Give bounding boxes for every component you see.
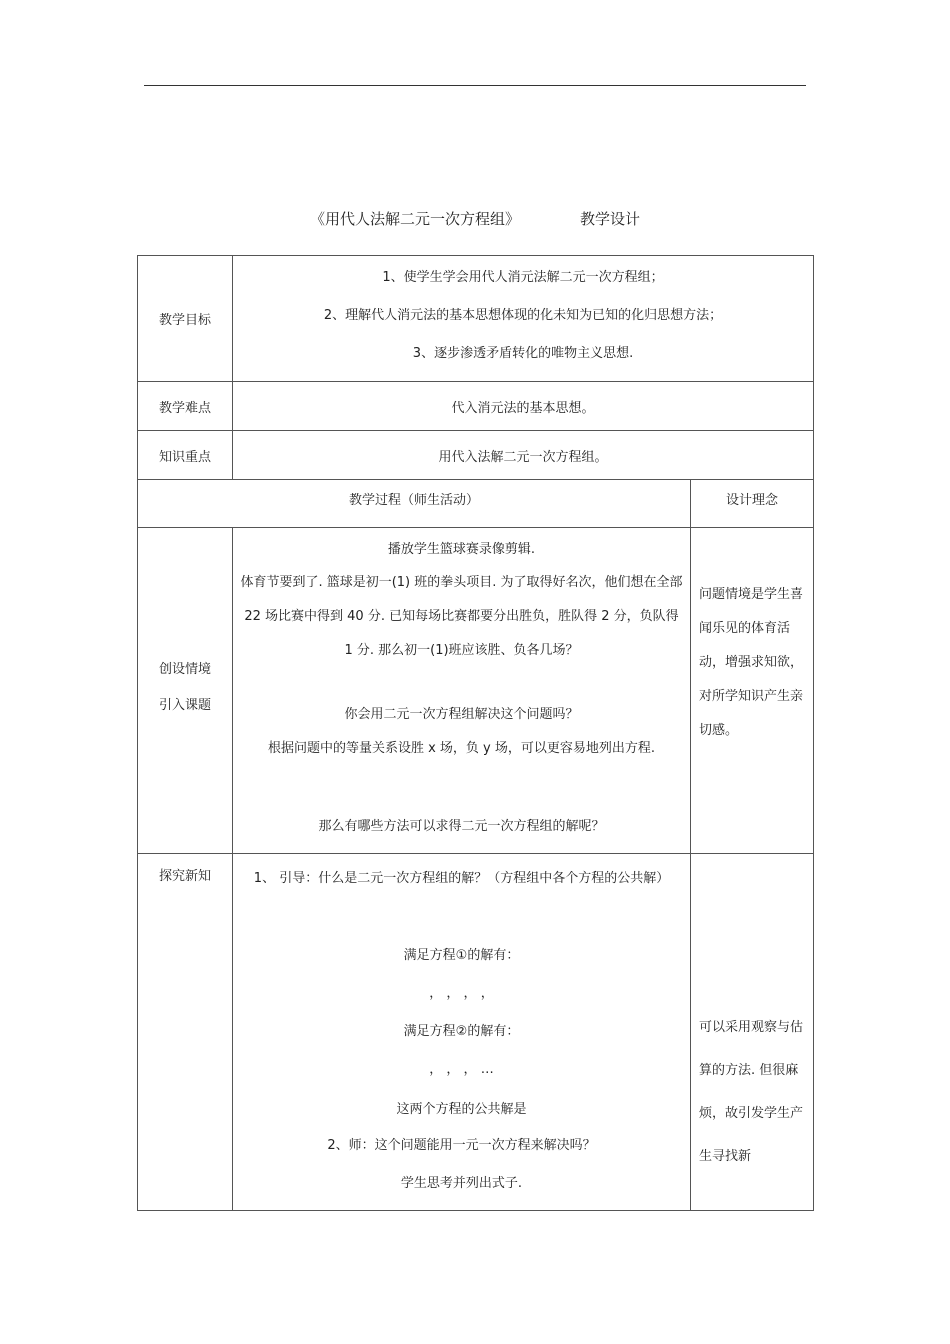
goal-item: 2、理解代人消元法的基本思想体现的化未知为已知的化归思想方法； (323, 308, 723, 323)
explore-label: 探究新知 (158, 869, 211, 884)
intro-content-cell (232, 527, 691, 854)
difficulty-label-cell (137, 381, 233, 431)
header-rule (144, 85, 806, 86)
intro-idea-cell (690, 527, 814, 854)
difficulty-content: 代入消元法的基本思想。 (451, 400, 595, 416)
intro-line: 那么有哪些方法可以求得二元一次方程组的解呢？ (318, 819, 605, 834)
explore-line: 学生思考并列出式子. (400, 1176, 523, 1191)
key-label-cell (137, 430, 233, 480)
intro-label-line: 引入课题 (158, 698, 211, 713)
difficulty-label: 教学难点 (158, 400, 211, 416)
intro-line: 播放学生篮球赛录像剪辑. (387, 542, 536, 557)
explore-label-cell (137, 853, 233, 1211)
explore-line: 2、师：这个问题能用一元一次方程来解决吗？ (327, 1138, 596, 1153)
idea-header-cell (690, 479, 814, 528)
explore-line: 满足方程①的解有： (403, 948, 520, 963)
goal-item: 3、逐步渗透矛盾转化的唯物主义思想. (412, 346, 634, 361)
goals-content-cell (232, 255, 814, 382)
difficulty-content-cell (232, 381, 814, 431)
explore-content-cell (232, 853, 691, 1211)
intro-label-cell (137, 527, 233, 854)
explore-line: ， ， ， ， (429, 986, 494, 1001)
explore-item: 1、 引导：什么是二元一次方程组的解？（方程组中各个方程的公共解） (253, 871, 670, 886)
goal-item: 1、使学生学会用代人消元法解二元一次方程组； (382, 270, 664, 285)
key-label: 知识重点 (158, 449, 211, 465)
explore-line: ， ， ， … (429, 1062, 494, 1077)
idea-header: 设计理念 (725, 493, 778, 508)
key-content-cell (232, 430, 814, 480)
title-main: 《用代人法解二元一次方程组》 (309, 210, 520, 228)
document-title (0, 208, 950, 229)
goals-label: 教学目标 (158, 313, 211, 328)
explore-idea: 可以采用观察与估算的方法. 但很麻烦，故引发学生产生寻找新 (699, 1020, 804, 1164)
key-content: 用代入法解二元一次方程组。 (438, 449, 608, 465)
explore-line: 这两个方程的公共解是 (396, 1102, 527, 1117)
process-header: 教学过程（师生活动） (348, 493, 479, 508)
goals-label-cell (137, 255, 233, 382)
intro-paragraph: 体育节要到了. 篮球是初一(1) 班的拳头项目. 为了取得好名次，他们想在全部 22 场比赛中得到 40 分. 已知每场比赛都要分出胜负，胜队得 2 分，负队得 1 分. 那么初一(1)班应该胜、负各几场？ (240, 575, 683, 658)
explore-idea-cell (690, 853, 814, 1211)
intro-line: 根据问题中的等量关系设胜 x 场，负 y 场，可以更容易地列出方程. (267, 741, 656, 756)
process-header-cell (137, 479, 691, 528)
intro-line: 你会用二元一次方程组解决这个问题吗？ (344, 707, 579, 722)
explore-line: 满足方程②的解有： (403, 1024, 520, 1039)
intro-label-line: 创设情境 (158, 662, 211, 677)
title-suffix: 教学设计 (580, 210, 641, 228)
intro-idea: 问题情境是学生喜闻乐见的体育活动，增强求知欲，对所学知识产生亲切感。 (699, 587, 804, 738)
